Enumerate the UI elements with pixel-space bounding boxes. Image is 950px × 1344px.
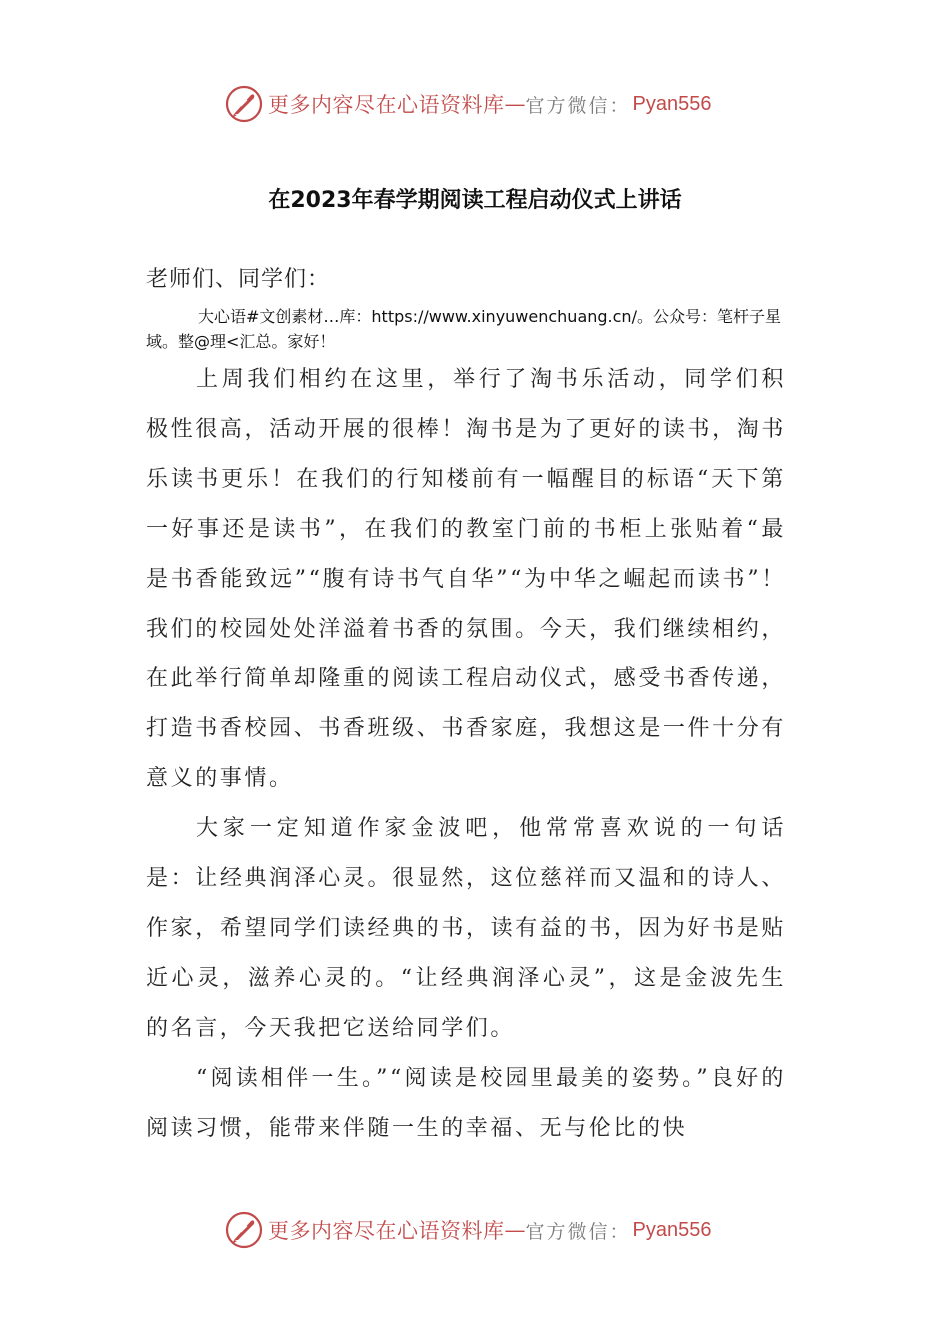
paragraph: 上周我们相约在这里，举行了淘书乐活动，同学们积极性很高，活动开展的很棒！淘书是为了更好的读书，淘书乐读书更乐！在我们的行知楼前有一幅醒目的标语“天下第一好事还是读书”，在我们的教室门前的书柜上张贴着“最是书香能致远”“腹有诗书气自华”“为中华之崛起而读书”！我们的校园处处洋溢着书香的氛围。今天，我们继续相约，在此举行简单却隆重的阅读工程启动仪式，感受书香传递，打造书香校园、书香班级、书香家庭，我想这是一件十分有意义的事情。	[146, 367, 786, 792]
banner-wechat-label: 官方微信：	[525, 94, 631, 117]
banner-main-text: 更多内容尽在心语资料库	[268, 1219, 505, 1243]
quill-logo-icon	[224, 1210, 264, 1250]
quill-logo-icon	[224, 84, 264, 124]
document-title: 在2023年春学期阅读工程启动仪式上讲话	[268, 188, 682, 213]
header-banner	[224, 82, 711, 126]
banner-dash: —	[504, 1218, 526, 1242]
banner-wechat-id: Pyan556	[632, 92, 712, 115]
banner-main-text: 更多内容尽在心语资料库	[268, 93, 505, 117]
banner-wechat-id: Pyan556	[632, 1218, 712, 1241]
salutation: 老师们、同学们：	[146, 267, 331, 292]
paragraph: 大家一定知道作家金波吧，他常常喜欢说的一句话是：让经典润泽心灵。很显然，这位慈祥而又温和的诗人、作家，希望同学们读经典的书，读有益的书，因为好书是贴近心灵，滋养心灵的。“让经典润泽心灵”，这是金波先生的名言，今天我把它送给同学们。	[146, 816, 786, 1041]
source-note: 大心语#文创素材…库：https://www.xinyuwenchuang.cn/。公众号：笔杆子星域。整@理<汇总。家好！	[146, 307, 781, 351]
banner-dash: —	[504, 92, 526, 116]
body-text	[146, 355, 786, 1154]
footer-banner	[224, 1208, 711, 1252]
paragraph: “阅读相伴一生。”“阅读是校园里最美的姿势。”良好的阅读习惯，能带来伴随一生的幸福、无与伦比的快	[146, 1065, 786, 1141]
banner-wechat-label: 官方微信：	[525, 1220, 631, 1243]
